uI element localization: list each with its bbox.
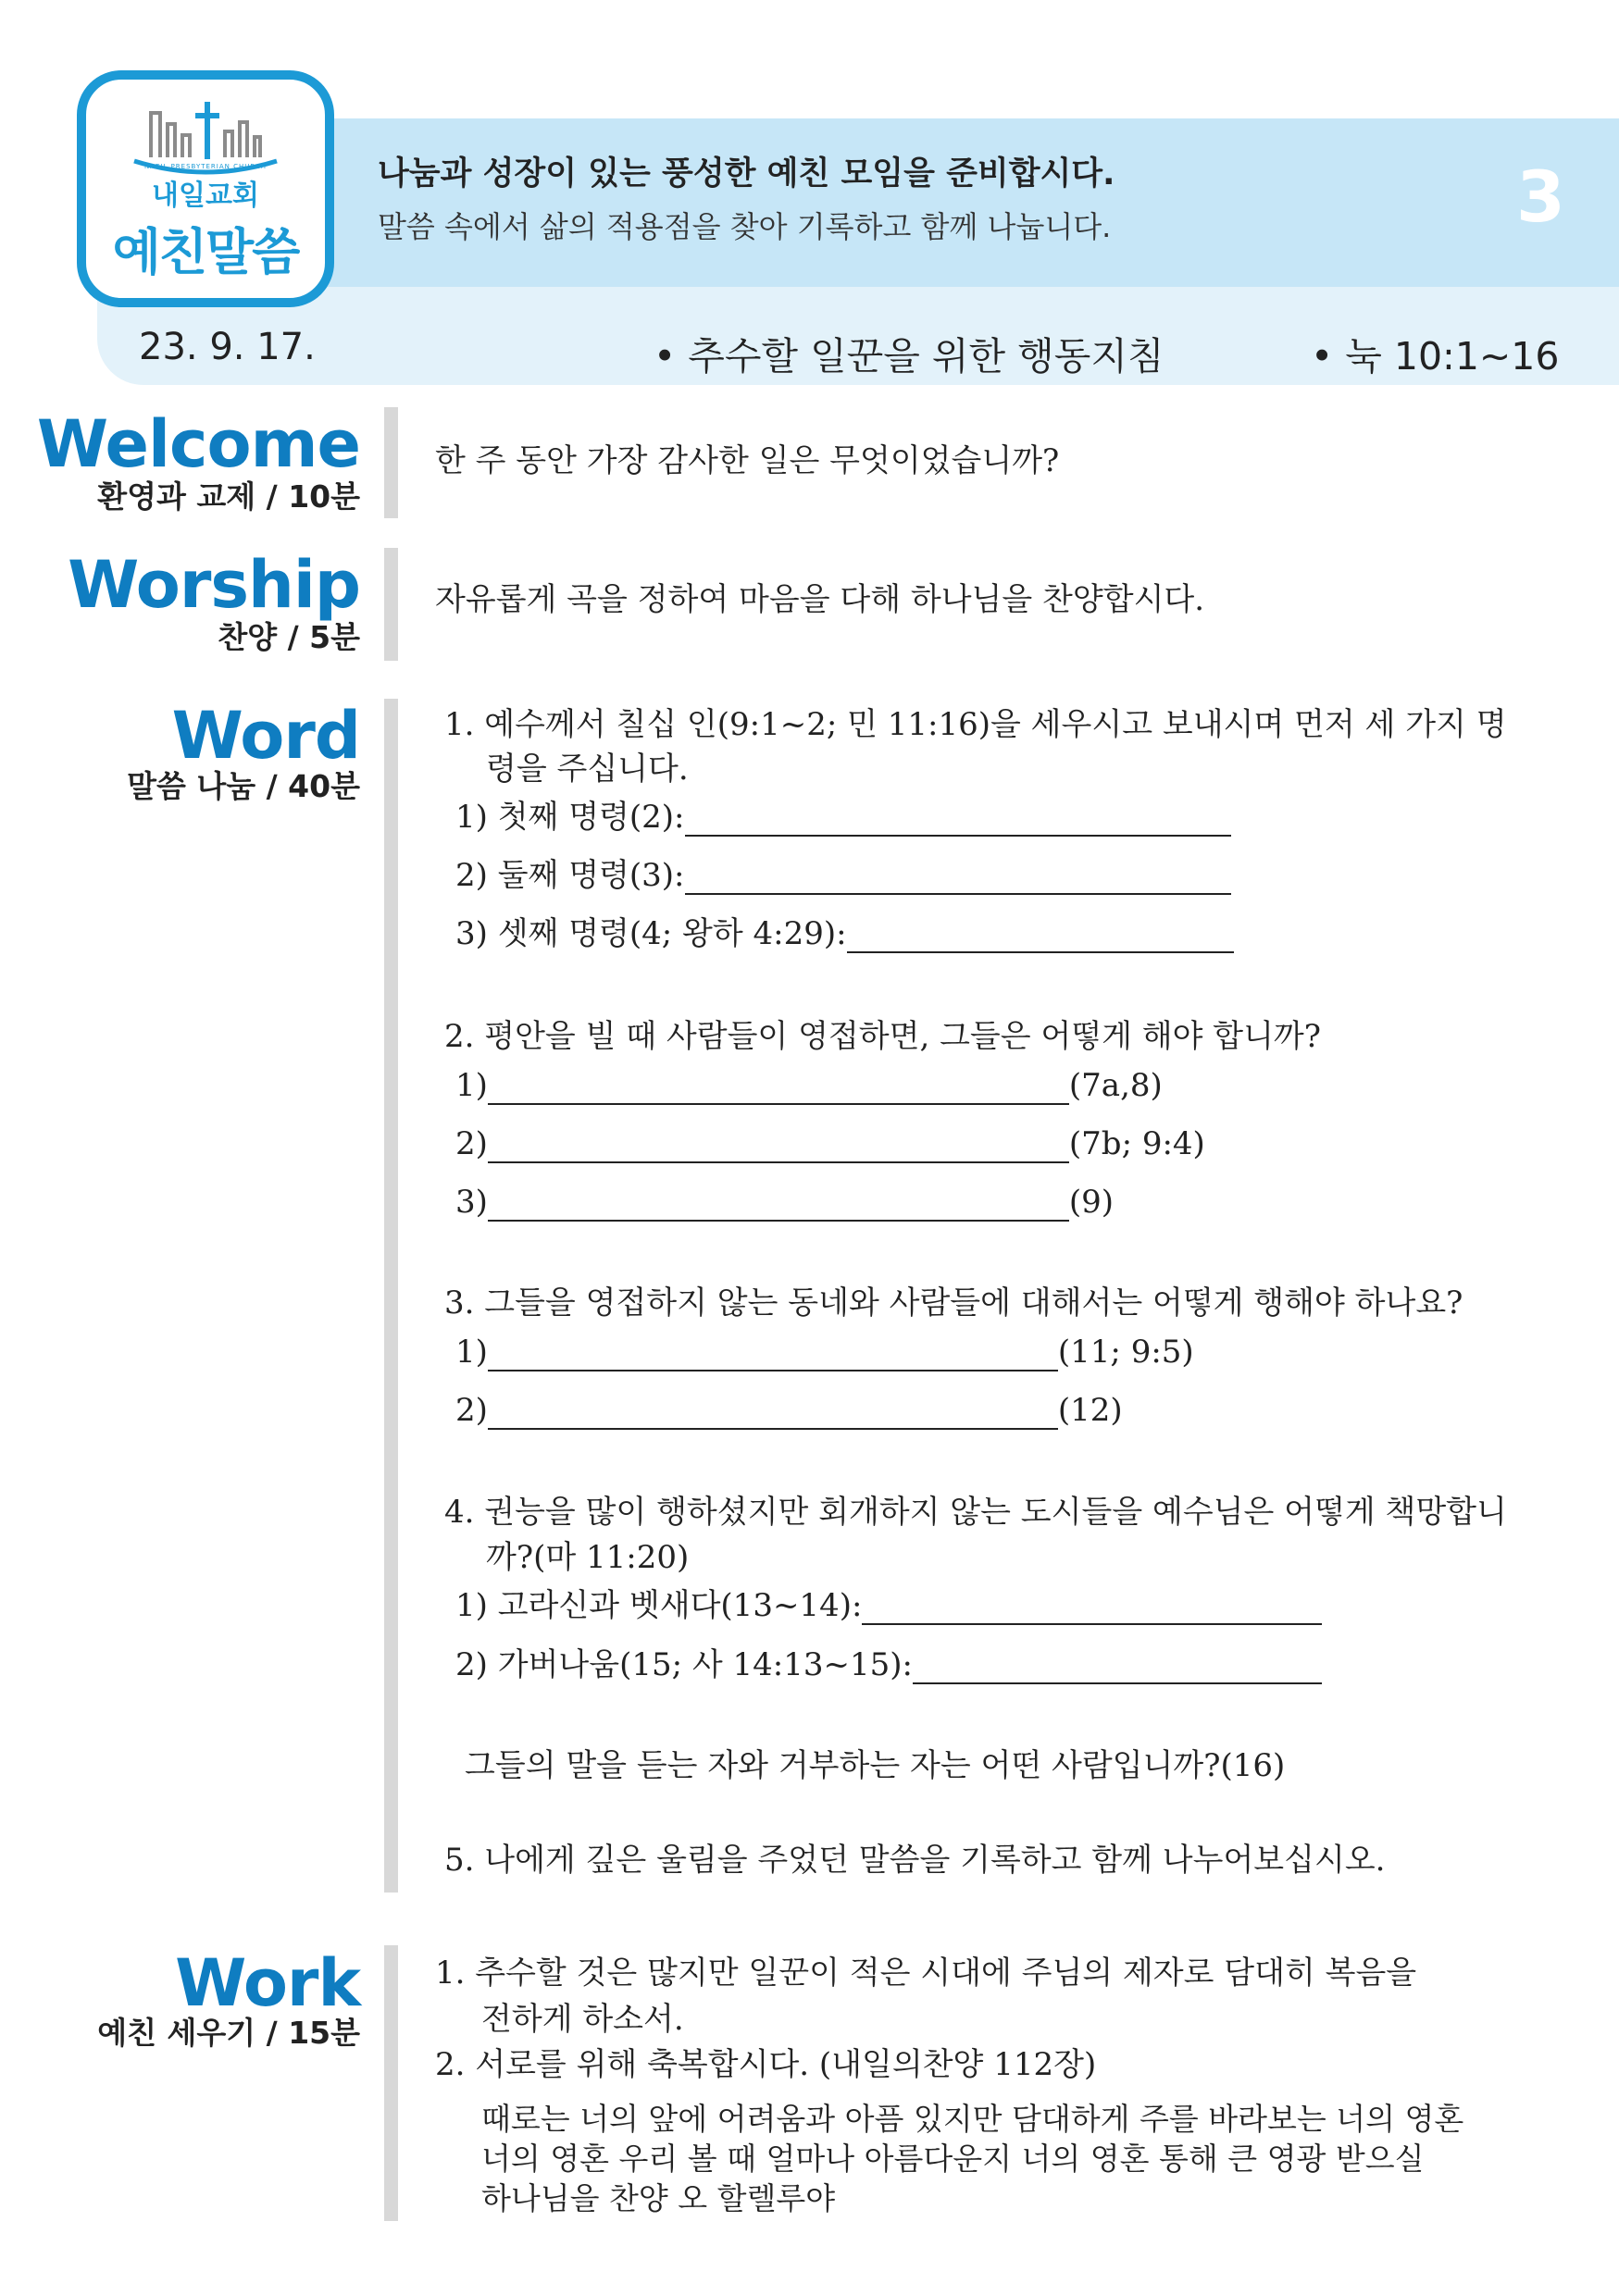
worship-subheading: 찬양 / 5분 [218,619,360,655]
q4-item-2: 2) 가버나움(15; 사 14:13~15): [455,1646,1322,1684]
q2-item-1: 1) (7a,8) [455,1067,1163,1104]
hymn-lyric-line: 때로는 너의 앞에 어려움과 아픔 있지만 담대하게 주를 바라보는 너의 영혼 [481,2101,1464,2137]
answer-blank[interactable] [913,1653,1322,1684]
work-item-2: 2. 서로를 위해 축복합시다. (내일의찬양 112장) [435,2046,1097,2083]
q2-item-3: 3) (9) [455,1184,1115,1221]
answer-blank[interactable] [862,1594,1322,1625]
answer-blank[interactable] [847,922,1234,953]
q3-item-1: 1) (11; 9:5) [455,1334,1194,1371]
q4-text: 4. 권능을 많이 행하셨지만 회개하지 않는 도시들을 예수님은 어떻게 책망합니 [444,1494,1507,1531]
scripture-reference: • 눅 10:1~16 [1311,334,1560,379]
q2-text: 2. 평안을 빌 때 사람들이 영접하면, 그들은 어떻게 해야 합니까? [444,1018,1321,1055]
header-subtitle: 말씀 속에서 삶의 적용점을 찾아 기록하고 함께 나눕니다. [378,209,1112,244]
answer-blank[interactable] [488,1340,1058,1371]
welcome-subheading: 환영과 교제 / 10분 [97,478,360,515]
logo-church-name: 내일교회 [152,180,259,212]
welcome-divider [384,407,398,518]
hymn-lyric-line: 너의 영혼 우리 볼 때 얼마나 아름다운지 너의 영혼 통해 큰 영광 받으실 [481,2141,1425,2177]
worship-divider [384,548,398,661]
q3-item-2: 2) (12) [455,1392,1123,1429]
answer-blank[interactable] [488,1074,1069,1105]
answer-blank[interactable] [488,1398,1058,1430]
work-subheading: 예친 세우기 / 15분 [97,2015,360,2051]
work-item-1: 1. 추수할 것은 많지만 일꾼이 적은 시대에 주님의 제자로 담대히 복음을 [435,1955,1417,1992]
welcome-question: 한 주 동안 가장 감사한 일은 무엇이었습니까? [435,442,1060,479]
q1-text-cont: 령을 주십니다. [486,751,689,788]
logo-english-name: NAEIL PRESBYTERIAN CHURCH [143,163,268,170]
header-banner [305,118,1619,287]
q1-item-3: 3) 셋째 명령(4; 왕하 4:29): [455,915,1234,953]
q5-text: 5. 나에게 깊은 울림을 주었던 말씀을 기록하고 함께 나누어보십시오. [444,1842,1386,1879]
answer-blank[interactable] [488,1132,1069,1163]
worship-text: 자유롭게 곡을 정하여 마음을 다해 하나님을 찬양합시다. [435,581,1205,618]
header-title: 나눔과 성장이 있는 풍성한 예친 모임을 준비합시다. [378,155,1115,192]
welcome-heading: Welcome [36,406,360,482]
page-number: 3 [1516,155,1565,238]
work-item-1-cont: 전하게 하소서. [481,2001,684,2038]
answer-blank[interactable] [685,805,1231,837]
answer-blank[interactable] [685,863,1231,895]
work-heading: Work [175,1945,360,2021]
q1-text: 1. 예수께서 칠십 인(9:1~2; 민 11:16)을 세우시고 보내시며 먼저 세 가지 명 [444,706,1507,743]
q1-item-2: 2) 둘째 명령(3): [455,857,1231,895]
word-divider [384,699,398,1893]
answer-blank[interactable] [488,1190,1069,1222]
word-heading: Word [171,698,360,774]
hymn-lyric-line: 하나님을 찬양 오 할렐루야 [481,2180,836,2216]
lesson-date: 23. 9. 17. [139,326,316,368]
word-subheading: 말씀 나눔 / 40분 [127,768,360,804]
q4-extra-question: 그들의 말을 듣는 자와 거부하는 자는 어떤 사람입니까?(16) [465,1747,1286,1784]
lesson-title: • 추수할 일꾼을 위한 행동지침 [654,334,1164,379]
work-divider [384,1945,398,2221]
logo-program-name: 예친말씀 [112,223,299,281]
q1-item-1: 1) 첫째 명령(2): [455,799,1231,837]
q2-item-2: 2) (7b; 9:4) [455,1125,1205,1162]
q4-item-1: 1) 고라신과 벳새다(13~14): [455,1587,1322,1625]
worship-heading: Worship [68,547,360,623]
q3-text: 3. 그들을 영접하지 않는 동네와 사람들에 대해서는 어떻게 행해야 하나요? [444,1285,1463,1322]
q4-text-cont: 까?(마 11:20) [486,1539,690,1576]
